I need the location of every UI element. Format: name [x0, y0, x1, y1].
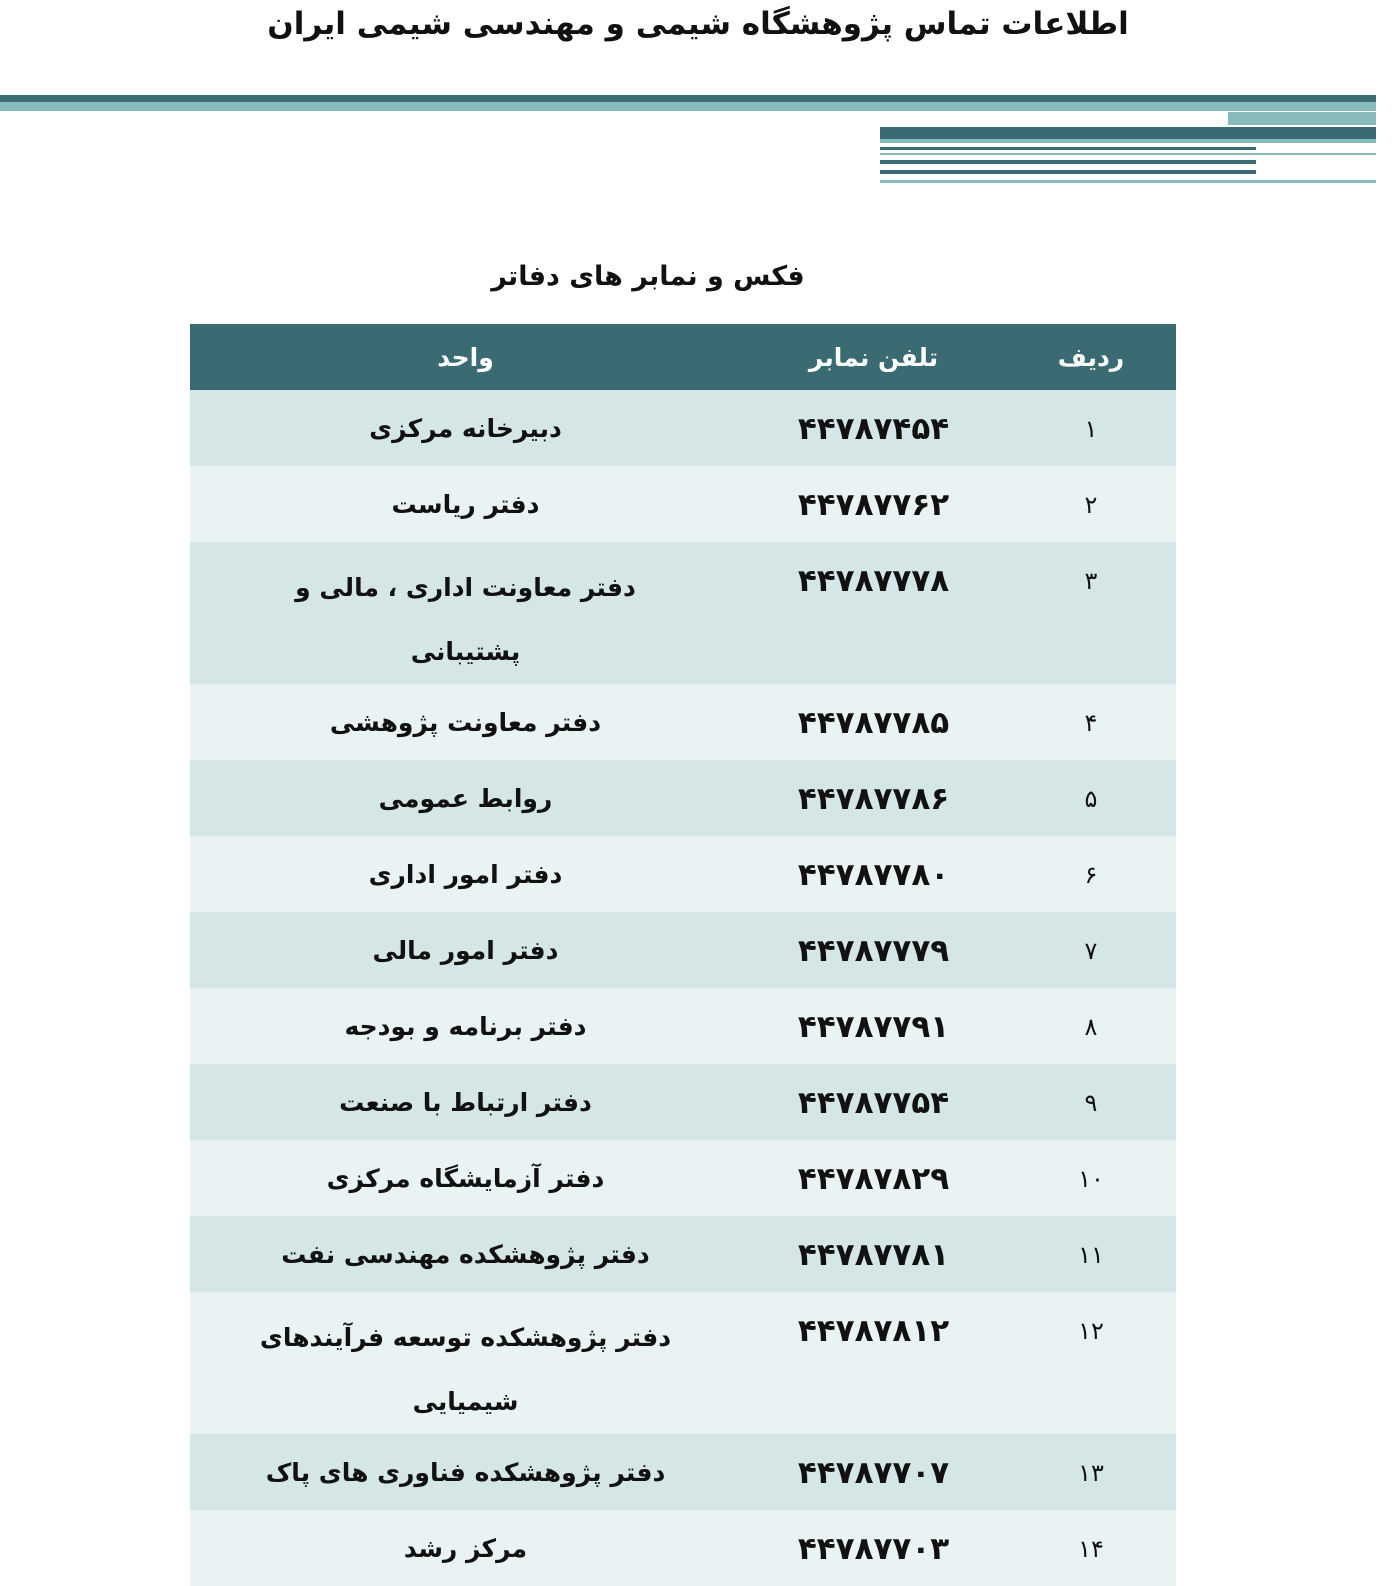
cell-row-no: ۱ [1006, 390, 1176, 466]
accent-band-light-tab [1228, 112, 1376, 125]
cell-fax: ۴۴۷۸۷۸۱۲ [741, 1292, 1006, 1434]
table-row [190, 1292, 1176, 1434]
table-header-row [190, 324, 1176, 390]
cell-fax: ۴۴۷۸۷۷۸۰ [741, 836, 1006, 912]
cell-unit: دفتر برنامه و بودجه [190, 988, 741, 1064]
accent-line-2 [880, 153, 1376, 155]
cell-fax: ۴۴۷۸۷۷۰۳ [741, 1510, 1006, 1586]
page-title: اطلاعات تماس پژوهشگاه شیمی و مهندسی شیمی ایران [267, 6, 1129, 42]
cell-row-no: ۵ [1006, 760, 1176, 836]
cell-row-no: ۴ [1006, 684, 1176, 760]
cell-fax: ۴۴۷۸۷۴۵۴ [741, 390, 1006, 466]
cell-unit: دفتر امور مالی [190, 912, 741, 988]
cell-row-no: ۲ [1006, 466, 1176, 542]
cell-fax: ۴۴۷۸۷۷۵۴ [741, 1064, 1006, 1140]
cell-unit: دبیرخانه مرکزی [190, 390, 741, 466]
cell-unit: دفتر معاونت پژوهشی [190, 684, 741, 760]
table-row [190, 390, 1176, 466]
fax-table [190, 324, 1176, 1586]
cell-unit: دفتر آزمایشگاه مرکزی [190, 1140, 741, 1216]
cell-row-no: ۱۲ [1006, 1292, 1176, 1434]
table-row [190, 1216, 1176, 1292]
header-unit: واحد [190, 324, 741, 390]
accent-line-1 [880, 147, 1256, 150]
cell-fax: ۴۴۷۸۷۷۸۵ [741, 684, 1006, 760]
accent-line-5 [880, 180, 1376, 183]
table-row [190, 542, 1176, 684]
cell-unit: دفتر پژوهشکده توسعه فرآیندهای شیمیایی [190, 1292, 741, 1434]
header-band-light [0, 102, 1376, 111]
cell-unit: مرکز رشد [190, 1510, 741, 1586]
cell-fax: ۴۴۷۸۷۷۷۸ [741, 542, 1006, 684]
cell-row-no: ۹ [1006, 1064, 1176, 1140]
table-row [190, 1140, 1176, 1216]
accent-line-3 [880, 160, 1256, 164]
cell-fax: ۴۴۷۸۷۷۹۱ [741, 988, 1006, 1064]
table-row [190, 1434, 1176, 1510]
table-row [190, 836, 1176, 912]
cell-row-no: ۱۳ [1006, 1434, 1176, 1510]
cell-unit: دفتر ریاست [190, 466, 741, 542]
section-title: فکس و نمابر های دفاتر [491, 261, 805, 292]
header-fax: تلفن نمابر [741, 324, 1006, 390]
table-row [190, 466, 1176, 542]
cell-row-no: ۳ [1006, 542, 1176, 684]
cell-fax: ۴۴۷۸۷۷۷۹ [741, 912, 1006, 988]
cell-row-no: ۱۴ [1006, 1510, 1176, 1586]
table-row [190, 1510, 1176, 1586]
cell-unit: دفتر پژوهشکده مهندسی نفت [190, 1216, 741, 1292]
cell-row-no: ۶ [1006, 836, 1176, 912]
accent-band-light [880, 139, 1376, 143]
cell-fax: ۴۴۷۸۷۷۶۲ [741, 466, 1006, 542]
cell-fax: ۴۴۷۸۷۷۸۱ [741, 1216, 1006, 1292]
table-row [190, 684, 1176, 760]
accent-band-dark [880, 127, 1376, 139]
cell-row-no: ۸ [1006, 988, 1176, 1064]
table-row [190, 912, 1176, 988]
cell-fax: ۴۴۷۸۷۸۲۹ [741, 1140, 1006, 1216]
cell-unit: دفتر ارتباط با صنعت [190, 1064, 741, 1140]
header-row-no: ردیف [1006, 324, 1176, 390]
cell-row-no: ۱۱ [1006, 1216, 1176, 1292]
accent-line-4 [880, 170, 1256, 174]
cell-row-no: ۷ [1006, 912, 1176, 988]
header-band-dark [0, 95, 1376, 102]
cell-unit: روابط عمومی [190, 760, 741, 836]
cell-unit: دفتر معاونت اداری ، مالی و پشتیبانی [190, 542, 741, 684]
table-row [190, 988, 1176, 1064]
cell-row-no: ۱۰ [1006, 1140, 1176, 1216]
cell-unit: دفتر امور اداری [190, 836, 741, 912]
cell-fax: ۴۴۷۸۷۷۰۷ [741, 1434, 1006, 1510]
cell-fax: ۴۴۷۸۷۷۸۶ [741, 760, 1006, 836]
table-row [190, 1064, 1176, 1140]
cell-unit: دفتر پژوهشکده فناوری های پاک [190, 1434, 741, 1510]
table-row [190, 760, 1176, 836]
